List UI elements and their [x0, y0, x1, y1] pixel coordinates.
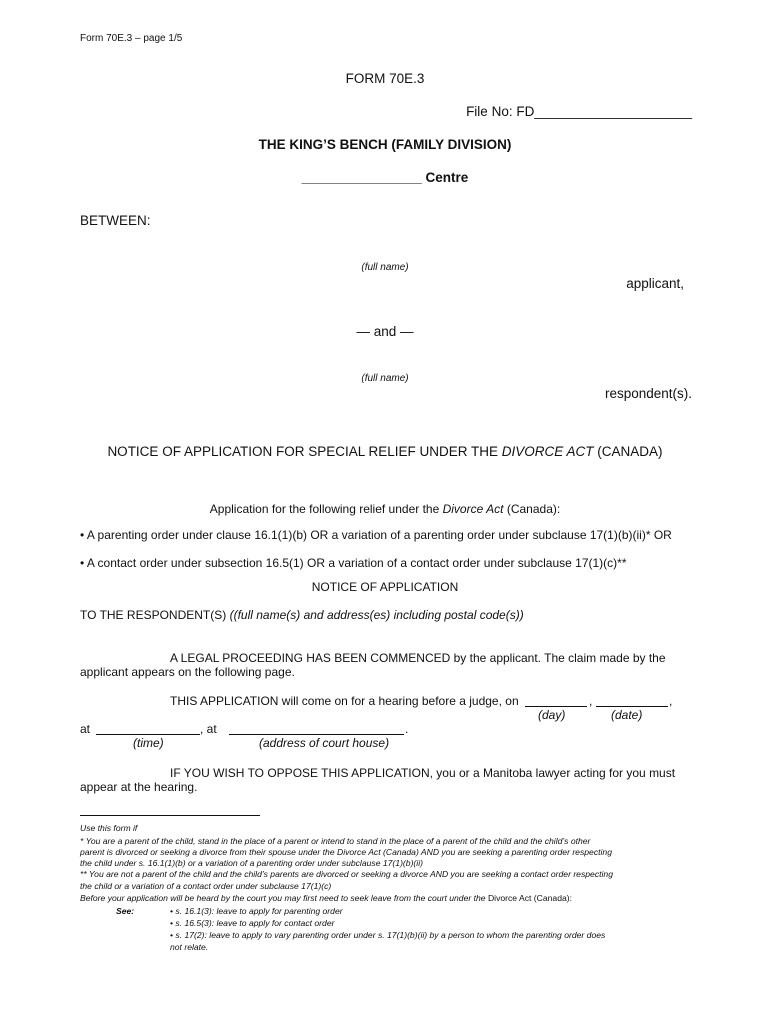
- between-label: BETWEEN:: [80, 213, 151, 228]
- relief-item-parenting: • A parenting order under clause 16.1(1)(b) OR a variation of a parenting order under subclause 17(1)(b)(ii)* OR: [80, 528, 672, 542]
- notice-title-act: DIVORCE ACT: [501, 444, 594, 459]
- to-respondent: [80, 608, 524, 622]
- relief-intro-act: Divorce Act: [442, 502, 504, 516]
- to-respondent-prefix: TO THE RESPONDENT(S): [80, 608, 230, 622]
- address-label: (address of court house): [259, 736, 390, 750]
- legal-proceeding-line2: applicant appears on the following page.: [80, 665, 295, 679]
- comma-1: ,: [589, 694, 593, 708]
- court-name: THE KING’S BENCH (FAMILY DIVISION): [258, 137, 512, 152]
- applicant-name-label: (full name): [361, 262, 409, 273]
- and-separator: — and —: [356, 324, 414, 339]
- page-label: Form 70E.3 – page 1/5: [80, 33, 183, 44]
- comma-2: ,: [669, 694, 673, 708]
- time-blank[interactable]: [96, 734, 200, 735]
- respondent-name-label: (full name): [361, 373, 409, 384]
- footnote-1-line1: * You are a parent of the child, stand in the place of a parent or intend to stand in the place of a parent of the child and the child’s other: [80, 836, 591, 846]
- hearing-text: THIS APPLICATION will come on for a hearing before a judge, on: [170, 694, 519, 708]
- respondent-role: respondent(s).: [604, 386, 692, 401]
- relief-item-contact: • A contact order under subsection 16.5(1) OR a variation of a contact order under subclause 17(1)(c)**: [80, 556, 627, 570]
- footnote-1-line2: parent is divorced or seeking a divorce from their spouse under the Divorce Act (Canada) AND you are seeking a parenting order respecting: [80, 847, 612, 857]
- form-number: FORM 70E.3: [345, 71, 425, 86]
- footnote-use-form: Use this form if: [80, 823, 138, 833]
- applicant-role: applicant,: [626, 276, 684, 291]
- notice-title: [0, 444, 770, 459]
- file-number: File No: FD_____________________: [466, 104, 692, 119]
- date-label: (date): [611, 708, 643, 722]
- oppose-line1: IF YOU WISH TO OPPOSE THIS APPLICATION, you or a Manitoba lawyer acting for you must: [170, 766, 676, 780]
- to-respondent-detail: ((full name(s) and address(es) including postal code(s)): [229, 608, 524, 622]
- at-label-2: , at: [200, 722, 217, 736]
- date-blank[interactable]: [596, 706, 668, 707]
- day-blank[interactable]: [525, 706, 587, 707]
- centre-field: ________________ Centre: [301, 170, 469, 185]
- relief-intro-suffix: (Canada):: [503, 502, 561, 516]
- see-label: See:: [116, 906, 135, 916]
- legal-proceeding-line1: A LEGAL PROCEEDING HAS BEEN COMMENCED by the applicant. The claim made by the: [170, 651, 666, 665]
- footnote-divider: [80, 815, 260, 816]
- see-item-parenting: • s. 16.1(3): leave to apply for parenting order: [170, 906, 343, 916]
- notice-title-suffix: (CANADA): [593, 444, 663, 459]
- period: .: [405, 722, 409, 736]
- time-label: (time): [133, 736, 164, 750]
- footnote-leave-act: Divorce Act (Canada):: [487, 893, 573, 903]
- oppose-line2: appear at the hearing.: [80, 780, 198, 794]
- notice-heading: NOTICE OF APPLICATION: [311, 580, 459, 594]
- at-label-1: at: [80, 722, 91, 736]
- footnote-leave: [80, 893, 572, 904]
- see-item-vary-cont: not relate.: [170, 942, 209, 952]
- address-blank[interactable]: [229, 734, 404, 735]
- footnote-leave-prefix: Before your application will be heard by the court you may first need to seek leave from the court under the: [80, 893, 488, 903]
- notice-title-prefix: NOTICE OF APPLICATION FOR SPECIAL RELIEF UNDER THE: [107, 444, 502, 459]
- footnote-2-line2: the child or a variation of a contact order under subclause 17(1)(c): [80, 881, 332, 891]
- day-label: (day): [538, 708, 566, 722]
- see-item-vary: • s. 17(2): leave to apply to vary parenting order under s. 17(1)(b)(ii) by a person to whom the parenting order does: [170, 930, 606, 940]
- see-item-contact: • s. 16.5(3): leave to apply for contact order: [170, 918, 335, 928]
- relief-intro-prefix: Application for the following relief under the: [209, 502, 443, 516]
- footnote-2-line1: ** You are not a parent of the child and the child’s parents are divorced or seeking a divorce AND you are seeking a contact order respecting: [80, 869, 613, 879]
- relief-intro: [0, 502, 770, 516]
- footnote-1-line3: the child under s. 16.1(1)(b) or a variation of a parenting order under subclause 17(1)(b)(ii): [80, 858, 423, 868]
